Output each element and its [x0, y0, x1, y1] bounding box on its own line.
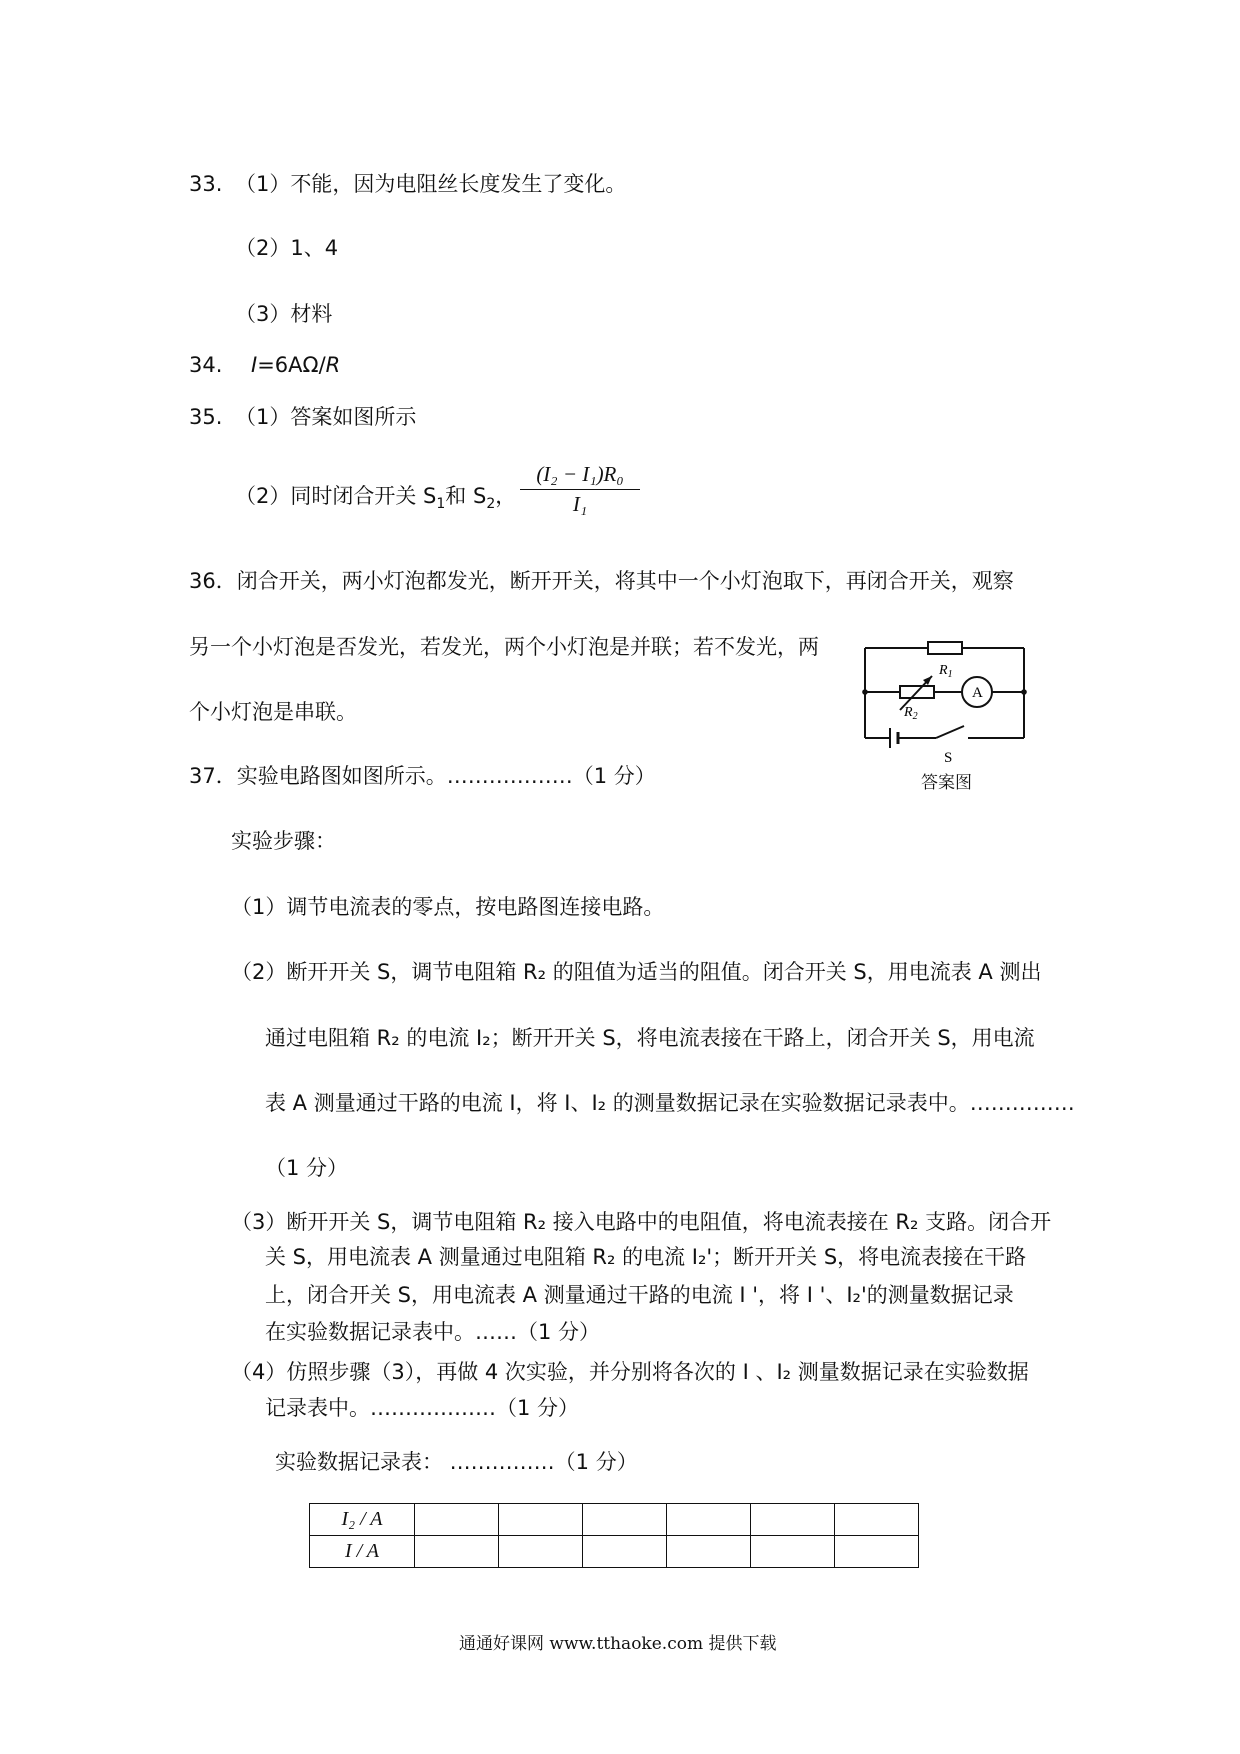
q37-step-2-line-3: 表 A 测量通过干路的电流 I，将 I、I₂ 的测量数据记录在实验数据记录表中。…………… — [265, 1091, 1075, 1115]
q33-answer-3: （3）材料 — [235, 302, 333, 326]
q34-answer — [251, 350, 340, 380]
q37-step-3-line-2: 关 S，用电流表 A 测量通过电阻箱 R₂ 的电流 I₂'；断开开关 S，将电流表接在干路 — [265, 1245, 1027, 1269]
q35-text: （2）同时闭合开关 S — [235, 484, 437, 508]
q37-steps-title: 实验步骤： — [231, 829, 336, 853]
q37-line-1: 37．实验电路图如图所示。………………（1 分） — [189, 764, 656, 788]
q37-step-4-line-1: （4）仿照步骤（3），再做 4 次实验，并分别将各次的 I 、I₂ 测量数据记录在实验数据 — [231, 1360, 1029, 1384]
table-cell — [667, 1536, 751, 1568]
q35-sub2: 2 — [486, 496, 496, 513]
q34-eq: =6AΩ/ — [257, 353, 326, 377]
table-cell — [583, 1536, 667, 1568]
q34-var-r: R — [325, 353, 341, 377]
q37-step-4-line-2: 记录表中。………………（1 分） — [265, 1396, 580, 1420]
table-cell — [835, 1536, 919, 1568]
q35-sub1: 1 — [436, 496, 446, 513]
switch-label: S — [944, 750, 953, 766]
q35-answer-2 — [235, 481, 516, 519]
q37-step-2-line-4: （1 分） — [265, 1156, 349, 1180]
r1-label: $R_1$ — [939, 663, 953, 680]
table-cell — [415, 1504, 499, 1536]
q35-fraction — [520, 462, 640, 517]
q35-fraction-numerator: (I₂ − I₁)R₀ — [536, 462, 624, 486]
table-cell — [667, 1504, 751, 1536]
q36-line-3: 个小灯泡是串联。 — [189, 700, 357, 724]
table-cell — [751, 1536, 835, 1568]
q35-comma: ， — [495, 484, 517, 508]
table-cell — [583, 1504, 667, 1536]
resistor-r1 — [928, 642, 962, 654]
figure-caption: 答案图 — [921, 773, 972, 793]
table-row — [310, 1536, 919, 1568]
table-cell — [415, 1536, 499, 1568]
junction-left — [862, 689, 868, 695]
q35-fraction-bar — [520, 489, 640, 490]
q33-number: 33. — [189, 172, 223, 196]
r2-label: $R_2$ — [904, 705, 918, 722]
q37-step-2-line-2: 通过电阻箱 R₂ 的电流 I₂；断开开关 S，将电流表接在干路上，闭合开关 S，用电流 — [265, 1026, 1035, 1050]
table-cell — [499, 1536, 583, 1568]
table-cell — [835, 1504, 919, 1536]
q37-step-3-line-1: （3）断开开关 S，调节电阻箱 R₂ 接入电路中的电阻值，将电流表接在 R₂ 支路。闭合开 — [231, 1210, 1052, 1234]
q35-and: 和 S — [445, 484, 487, 508]
q35-fraction-denominator: I₁ — [572, 492, 588, 516]
q37-step-3-line-3: 上，闭合开关 S，用电流表 A 测量通过干路的电流 I '，将 I '、I₂'的测量数据记录 — [265, 1283, 1014, 1307]
q35-answer-1: （1）答案如图所示 — [235, 405, 417, 429]
ammeter-label: A — [972, 685, 983, 701]
circuit-diagram — [850, 630, 1050, 790]
table-row — [310, 1504, 919, 1536]
q35-number: 35. — [189, 405, 223, 429]
q34-number: 34. — [189, 353, 223, 377]
junction-right — [1021, 689, 1027, 695]
q36-line-1: 36．闭合开关，两小灯泡都发光，断开开关，将其中一个小灯泡取下，再闭合开关，观察 — [189, 569, 1014, 593]
q33-answer-2: （2）1、4 — [235, 236, 339, 260]
table-row-label-i2: I₂ / A — [310, 1504, 415, 1536]
data-record-table — [309, 1503, 919, 1568]
q37-step-1: （1）调节电流表的零点，按电路图连接电路。 — [231, 895, 665, 919]
q37-step-2-line-1: （2）断开开关 S，调节电阻箱 R₂ 的阻值为适当的阻值。闭合开关 S，用电流表 A 测出 — [231, 960, 1042, 984]
page-footer: 通通好课网 www.tthaoke.com 提供下载 — [459, 1634, 777, 1654]
q34-var-i: I — [251, 353, 258, 377]
table-row-label-i: I / A — [310, 1536, 415, 1568]
q33-answer-1: （1）不能，因为电阻丝长度发生了变化。 — [235, 172, 627, 196]
switch-lever — [936, 726, 964, 738]
q37-table-title: 实验数据记录表： ……………（1 分） — [275, 1450, 638, 1474]
q37-step-3-line-4: 在实验数据记录表中。……（1 分） — [265, 1320, 601, 1344]
table-cell — [751, 1504, 835, 1536]
q36-line-2: 另一个小灯泡是否发光，若发光，两个小灯泡是并联；若不发光，两 — [189, 635, 819, 659]
table-cell — [499, 1504, 583, 1536]
